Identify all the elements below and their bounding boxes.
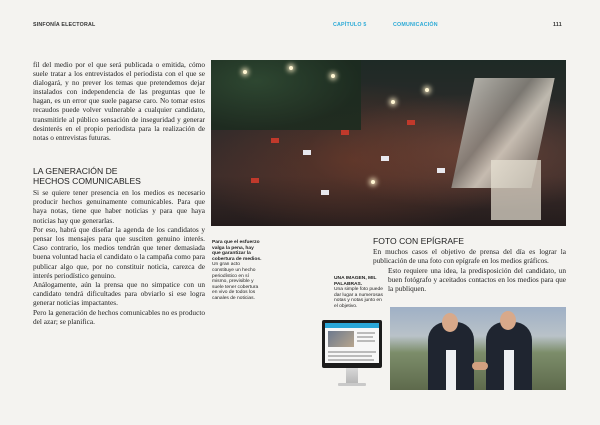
light xyxy=(331,74,335,78)
section-heading-hechos-comunicables xyxy=(33,167,208,186)
monitor-stand xyxy=(346,368,358,384)
text-line xyxy=(328,355,372,357)
flag xyxy=(321,190,329,195)
caption-text: Una simple foto puede dar lugar a numerosas notas y notas junto en el objetivo. xyxy=(334,287,383,309)
flag xyxy=(341,130,349,135)
shirt xyxy=(446,350,456,390)
body-paragraph: Análogamente, aún la prensa que no simpatice con un candidato tendrá dificultades para obviarlo si ese logra generar noticias impactantes. xyxy=(33,280,205,308)
text-line xyxy=(357,332,375,334)
shirt xyxy=(504,350,514,390)
flag xyxy=(407,120,415,125)
flag xyxy=(271,138,279,143)
flag xyxy=(303,150,311,155)
body-paragraph: Pero la generación de hechos comunicables no es producto del azar; se planifica. xyxy=(33,307,205,326)
trees xyxy=(211,60,361,130)
body-paragraph: En muchos casos el objetivo de prensa del día es lograr la publicación de una foto con epígrafe en los medios gráficos. xyxy=(373,247,566,266)
right-body-column-2 xyxy=(388,266,566,294)
news-website xyxy=(325,323,379,363)
light xyxy=(391,100,395,104)
photo-caption-rally xyxy=(212,240,262,302)
flag xyxy=(251,178,259,183)
caption-text: Un gran acto constituye un hecho periodístico en sí mismo, previsible y suele tener cobertura en vivo de todos los canales de noticias. xyxy=(212,262,259,301)
body-paragraph: Esto requiere una idea, la predisposición del candidato, un buen fotógrafo y aceitados contactos en los medios para que la publiquen. xyxy=(388,266,566,294)
text-line xyxy=(357,336,373,338)
text-line xyxy=(357,340,375,342)
handshake xyxy=(472,362,488,370)
heading-line-1: LA GENERACIÓN DE xyxy=(33,166,118,176)
monitor-base xyxy=(338,383,366,386)
intro-paragraph: fil del medio por el que será publicada o emitida, cómo suele tratar a los entrevistados el periodista con el que se dialogará, y no prever los temas que pretendemos dejar instalados con independencia de las preguntas que le hagan, es un error que suele pagarse caro. No tomar estos recaudos puede volver vulnerable a cualquier candidato, transmitirle al público sensación de inseguridad y generar desinterés en el propio periodista para la realización de notas o entrevistas futuras. xyxy=(33,60,205,142)
monitor-screen xyxy=(322,320,382,368)
light xyxy=(243,70,247,74)
running-header-section: COMUNICACIÓN xyxy=(393,22,438,28)
running-header-chapter: CAPÍTULO 5 xyxy=(333,22,367,28)
handshake-photo xyxy=(390,307,566,390)
left-body-column xyxy=(33,188,205,326)
text-line xyxy=(328,359,374,361)
photo-caption-image xyxy=(334,276,384,310)
light xyxy=(289,66,293,70)
body-paragraph: Si se quiere tener presencia en los medios es necesario producir hechos genuinamente comunicables. Para que haya notas, tiene que haber noticias y para que haya noticias hay que generarlas. xyxy=(33,188,205,225)
light xyxy=(425,88,429,92)
right-body-column xyxy=(373,247,566,265)
light xyxy=(371,180,375,184)
computer-monitor-image xyxy=(322,320,382,392)
heading-line-2: HECHOS COMUNICABLES xyxy=(33,175,141,186)
section-heading-foto-con-epigrafe: FOTO CON EPÍGRAFE xyxy=(373,236,465,246)
text-line xyxy=(328,351,376,353)
caption-bold: Para que el esfuerzo valga la pena, hay que garantizar la cobertura de medios. xyxy=(212,240,262,262)
intro-paragraph-column xyxy=(33,60,205,142)
head xyxy=(500,311,516,330)
rally-crowd-photo xyxy=(211,60,566,226)
caption-bold: UNA IMAGEN, MIL PALABRAS. xyxy=(334,276,377,287)
body-paragraph: Por eso, habrá que diseñar la agenda de los candidatos y pensar los mensajes para que susciten genuino interés. Caso contrario, los medios tendrán que tener demasiada buena voluntad hacia el candidato o la campaña como para publicar algo que, por no constituir noticia, carezca de interés periodístico genuino. xyxy=(33,224,206,280)
flag xyxy=(381,156,389,161)
site-header-bar xyxy=(325,323,379,328)
running-header-book-title: SINFONÍA ELECTORAL xyxy=(33,22,96,28)
stage-platform xyxy=(491,160,541,220)
page-number: 111 xyxy=(553,22,562,28)
head xyxy=(442,313,458,332)
flag xyxy=(437,168,445,173)
news-photo xyxy=(328,331,354,347)
